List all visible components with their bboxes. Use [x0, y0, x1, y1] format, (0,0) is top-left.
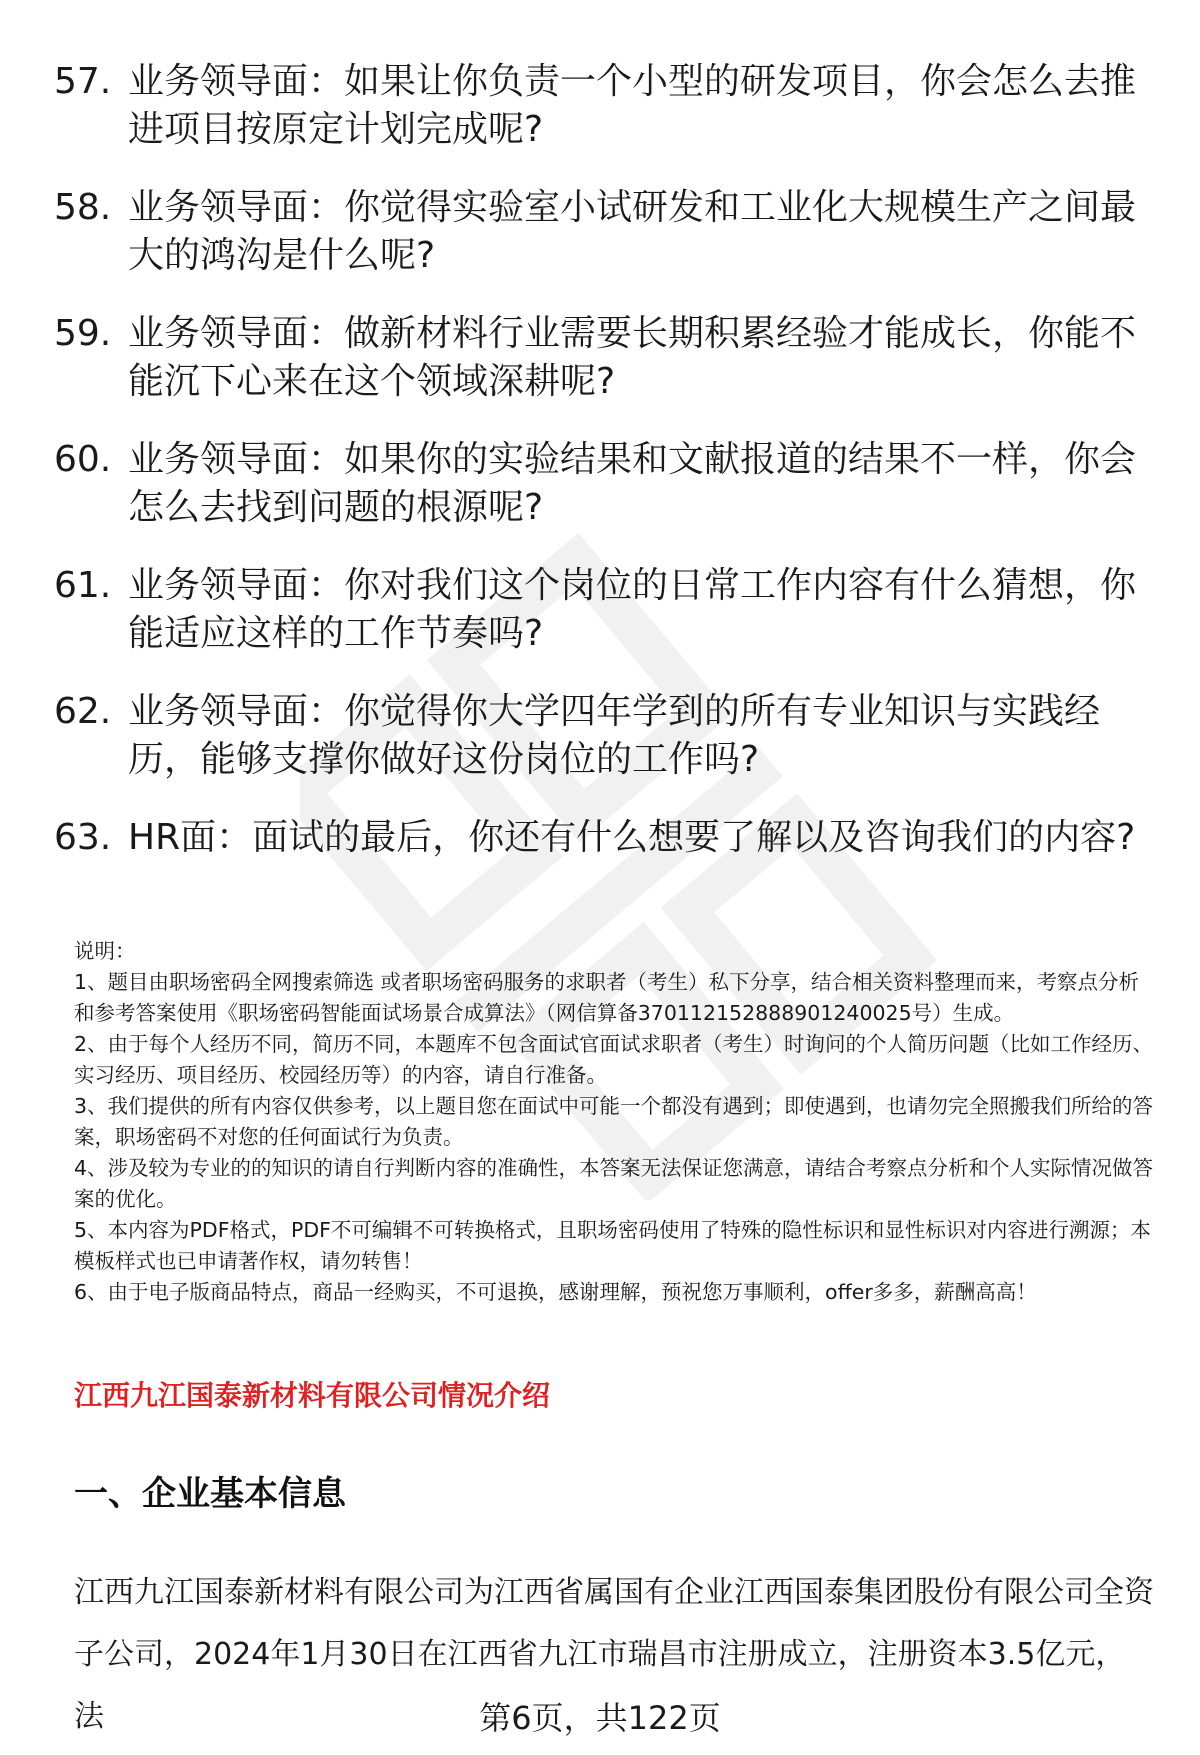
page-footer: 第6页，共122页 [479, 1699, 721, 1737]
company-title: 江西九江国泰新材料有限公司情况介绍 [74, 1379, 551, 1412]
question-item [54, 310, 1150, 406]
question-number: 58. [54, 187, 112, 228]
question-text: HR面：面试的最后，你还有什么想要了解以及咨询我们的内容? [128, 817, 1136, 858]
note-item: 3、我们提供的所有内容仅供参考，以上题目您在面试中可能一个都没有遇到；即使遇到，也请勿完全照搬我们所给的答案，职场密码不对您的任何面试行为负责。 [74, 1094, 1154, 1149]
question-number: 60. [54, 439, 112, 480]
note-item: 1、题目由职场密码全网搜索筛选 或者职场密码服务的求职者（考生）私下分享，结合相关资料整理而来，考察点分析和参考答案使用《职场密码智能面试场景合成算法》（网信算备370112152888901240025号）生成。 [74, 970, 1140, 1025]
question-text: 业务领导面：做新材料行业需要长期积累经验才能成长，你能不能沉下心来在这个领域深耕呢? [128, 313, 1137, 402]
question-number: 57. [54, 61, 112, 102]
question-item [54, 688, 1150, 784]
question-text: 业务领导面：你对我们这个岗位的日常工作内容有什么猜想，你能适应这样的工作节奏吗? [128, 565, 1137, 654]
question-text: 业务领导面：你觉得你大学四年学到的所有专业知识与实践经历，能够支撑你做好这份岗位的工作吗? [128, 691, 1101, 780]
section-heading: 一、企业基本信息 [74, 1474, 346, 1514]
note-item: 6、由于电子版商品特点，商品一经购买，不可退换，感谢理解，预祝您万事顺利，offer多多，薪酬高高！ [74, 1280, 1037, 1304]
notes-section [74, 936, 1154, 1308]
question-number: 62. [54, 691, 112, 732]
intro-paragraph: 江西九江国泰新材料有限公司为江西省属国有企业江西国泰集团股份有限公司全资子公司，2024年1月30日在江西省九江市瑞昌市注册成立，注册资本3.5亿元，法 [74, 1575, 1154, 1734]
question-item [54, 562, 1150, 658]
question-text: 业务领导面：如果让你负责一个小型的研发项目，你会怎么去推进项目按原定计划完成呢? [128, 61, 1137, 150]
question-number: 61. [54, 565, 112, 606]
question-item [54, 58, 1150, 154]
question-item [54, 436, 1150, 532]
question-list [54, 58, 1150, 892]
note-item: 2、由于每个人经历不同，简历不同，本题库不包含面试官面试求职者（考生）时询问的个人简历问题（比如工作经历、实习经历、项目经历、校园经历等）的内容，请自行准备。 [74, 1032, 1154, 1087]
question-item [54, 184, 1150, 280]
note-item: 4、涉及较为专业的的知识的请自行判断内容的准确性，本答案无法保证您满意，请结合考察点分析和个人实际情况做答案的优化。 [74, 1156, 1154, 1211]
question-text: 业务领导面：你觉得实验室小试研发和工业化大规模生产之间最大的鸿沟是什么呢? [128, 187, 1137, 276]
note-item: 5、本内容为PDF格式，PDF不可编辑不可转换格式，且职场密码使用了特殊的隐性标识和显性标识对内容进行溯源；本模板样式也已申请著作权，请勿转售！ [74, 1218, 1151, 1273]
question-text: 业务领导面：如果你的实验结果和文献报道的结果不一样，你会怎么去找到问题的根源呢? [128, 439, 1137, 528]
question-number: 59. [54, 313, 112, 354]
question-item [54, 814, 1150, 862]
question-number: 63. [54, 817, 112, 858]
notes-title: 说明： [74, 939, 136, 963]
